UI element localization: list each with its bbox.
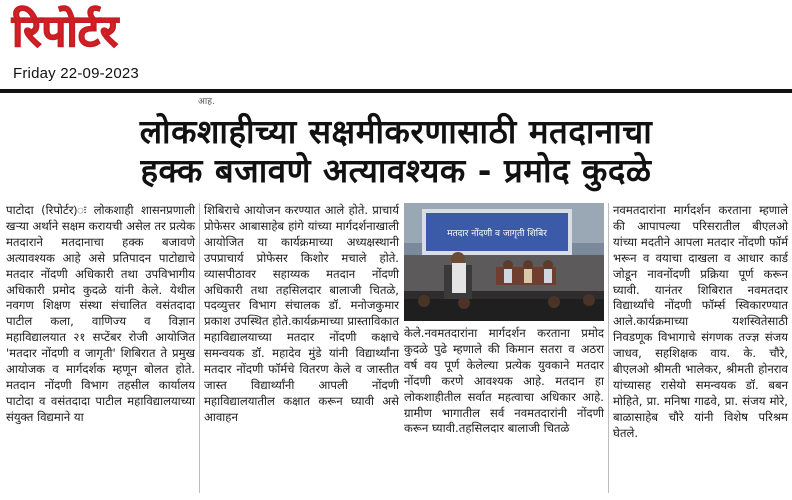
article-column-4 [613,203,788,442]
cut-text: आह. [198,97,215,107]
column-divider [608,203,609,493]
column-divider [199,203,200,493]
masthead-rule [0,89,792,93]
event-photo [404,203,604,321]
masthead-title: रिपोर्टर [12,6,118,57]
issue-date: Friday 22-09-2023 [13,65,139,82]
column-4-text: नवमतदारांना मार्गदर्शन करताना म्हणाले की आपापल्या परिसरातील बीएलओ यांच्या मदतीने आपला मतदार नोंदणी फॉर्म भरून व वयाचा दाखला व आधार कार्ड जोडून नावनोंदणी प्रक्रिया पूर्ण करून घ्यावी. यानंतर शिबिरात नवमतदार विद्यार्थ्यांचे नोंदणी फॉर्म्स स्विकारण्यात आले.कार्यक्रमाच्या यशस्वितेसाठी निवडणूक विभागाचे संगणक तज्ज्ञ संजय जाधव, सहशिक्षक वाय. के. चौरे, बीएलओ श्रीमती भालेकर, श्रीमती होनराव यांच्यासह रासेयो समन्वयक डॉ. बबन मोहिते, प्रा. मनिषा गाढवे, प्रा. संजय मोरे, बाळासाहेब चौरे यांनी विशेष परिश्रम घेतले. [613,203,788,440]
article-column-3 [404,326,604,437]
masthead-logo [10,2,210,60]
article-column-1 [6,203,195,426]
headline-line-2: हक्क बजावणे अत्यावश्यक - प्रमोद कुदळे [140,151,652,190]
photo-banner-text: मतदार नोंदणी व जागृती शिबिर [447,229,547,239]
column-2-text: शिबिराचे आयोजन करण्यात आले होते. प्राचार्य प्रोफेसर आबासाहेब हांगे यांच्या मार्गदर्शनाखाली आयोजित या कार्यक्रमाच्या अध्यक्षस्थानी उपप्राचार्य प्रोफेसर किशोर मचाले होते. व्यासपीठावर सहाय्यक मतदान नोंदणी अधिकारी तथा तहसिलदार बालाजी चितळे, पदव्युत्तर विभाग संचालक डॉ. मनोजकुमार प्रकाश उपस्थित होते.कार्यक्रमाच्या प्रास्ताविकात महाविद्यालयाच्या मतदार नोंदणी कक्षाचे समन्वयक डॉ. महादेव मुंडे यांनी विद्यार्थ्यांना मतदार नोंदणी फॉर्मचे वितरण केले व जास्तीत जास्त विद्यार्थ्यांनी आपली नोंदणी महाविद्यालयातील कक्षात करून घ्यावी असे आवाहन [204,203,399,424]
column-3-text: केले.नवमतदारांना मार्गदर्शन करताना प्रमोद कुदळे पुढे म्हणाले की किमान सतरा व अठरा वर्ष वय पूर्ण केलेल्या प्रत्येक युवकाने मतदार नोंदणी करणे आवश्यक आहे. मतदान हा लोकशाहीतील सर्वात महत्वाचा अधिकार आहे. ग्रामीण भागातील सर्व नवमतदारांनी नोंदणी करून घ्यावी.तहसिलदार बालाजी चितळे [404,326,604,436]
column-1-text: पाटोदा (रिपोर्टर)ः लोकशाही शासनप्रणाली खऱ्या अर्थाने सक्षम करायची असेल तर प्रत्येक मतदाराने मतदानाचा हक्क बजावणे अत्यावश्यक आहे असे प्रतिपादन पाटोद्याचे मतदार नोंदणी अधिकारी तथा उपविभागीय अधिकारी प्रमोद कुदळे यांनी केले. येथील नवगण शिक्षण संस्था संचालित वसंतदादा पाटील कला, वाणिज्य व विज्ञान महाविद्यालयात २१ सप्टेंबर रोजी आयोजित 'मतदार नोंदणी व जागृती' शिबिरात ते प्रमुख आयोजक व मार्गदर्शक म्हणून बोलत होते. मतदान नोंदणी विभाग तहसील कार्यालय पाटोदा व वसंतदादा पाटील महाविद्यालयाच्या संयुक्त विद्यमाने या [6,203,195,424]
headline-line-1: लोकशाहीच्या सक्षमीकरणासाठी मतदानाचा [139,112,653,151]
article-column-2 [204,203,399,426]
